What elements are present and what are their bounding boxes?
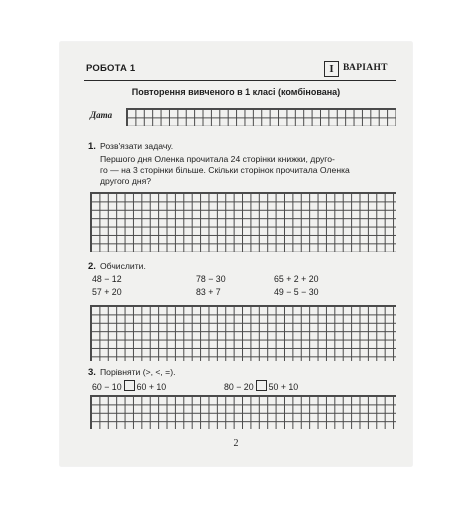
expression-item: 57 + 20 — [92, 287, 122, 297]
date-grid[interactable] — [126, 108, 396, 126]
header-divider — [84, 80, 396, 81]
comparison-left: 80 − 20 — [224, 382, 254, 392]
task-1-number: 1. — [88, 141, 96, 152]
worksheet-page — [60, 42, 412, 466]
expression-item: 49 − 5 − 30 — [274, 287, 319, 297]
page-number: 2 — [233, 438, 239, 449]
task-3-instruction: Порівняти (>, <, =). — [100, 367, 176, 377]
task-2-answer-grid[interactable] — [90, 305, 396, 361]
comparison-item — [224, 380, 298, 392]
comparison-right: 60 + 10 — [136, 382, 167, 392]
expression-item: 48 − 12 — [92, 274, 122, 284]
expression-item: 78 − 30 — [196, 274, 226, 284]
comparison-item — [92, 380, 166, 392]
lesson-subtitle: Повторення вивченого в 1 класі (комбінована) — [131, 87, 341, 97]
task-1-text-line: го — на 3 сторінки більше. Скільки сторінок прочитала Оленка — [100, 165, 350, 175]
comparison-right: 50 + 10 — [268, 382, 299, 392]
task-1-text-line: Першого дня Оленка прочитала 24 сторінки книжки, друго- — [100, 154, 335, 164]
variant-number-box — [324, 61, 339, 77]
task-2-number: 2. — [88, 261, 96, 272]
task-1-instruction: Розв'язати задачу. — [100, 141, 174, 151]
expression-item: 65 + 2 + 20 — [274, 274, 319, 284]
comparison-answer-box[interactable] — [256, 380, 267, 391]
variant-number: I — [329, 63, 334, 75]
task-1-text-line: другого дня? — [100, 176, 152, 186]
task-3-number: 3. — [88, 367, 96, 378]
expression-item: 83 + 7 — [196, 287, 221, 297]
work-title: РОБОТА 1 — [86, 63, 136, 74]
task-1-answer-grid[interactable] — [90, 192, 396, 252]
date-label: Дата — [90, 110, 113, 120]
comparison-answer-box[interactable] — [124, 380, 135, 391]
comparison-left: 60 − 10 — [92, 382, 122, 392]
task-3-answer-grid[interactable] — [90, 395, 396, 429]
task-2-instruction: Обчислити. — [100, 261, 146, 271]
variant-label: ВАРІАНТ — [343, 63, 388, 73]
